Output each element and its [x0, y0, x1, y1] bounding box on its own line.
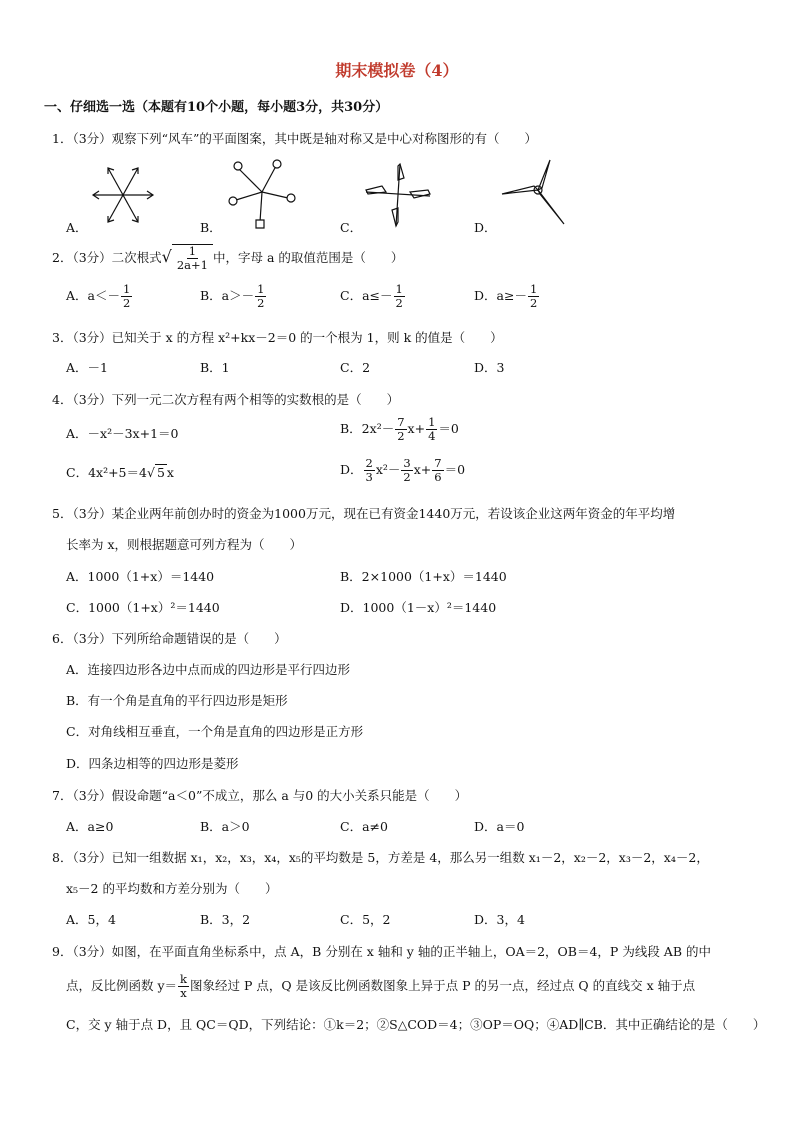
q8-option-b[interactable]: B．3，2 [200, 912, 251, 927]
q4-option-c[interactable]: C．4x²+5＝4√ 5 x [66, 465, 174, 480]
q5-option-b[interactable]: B．2×1000（1+x）＝1440 [340, 569, 507, 584]
q4-option-a[interactable]: A．－x²－3x+1＝0 [66, 426, 179, 441]
q3-option-a[interactable]: A．－1 [66, 360, 108, 375]
question-9-line2: 点，反比例函数 y＝ $\frac{k}{x}$ 图象经过 P 点，Q 是该反比例函数图象上异于点 P 的另一点，经过点 Q 的直线交 x 轴于点 [66, 972, 696, 1000]
question-2-stem [52, 244, 403, 272]
q7-option-c[interactable]: C．a≠0 [340, 819, 388, 834]
question-8-stem-line2: x₅－2 的平均数和方差分别为（ ） [66, 881, 278, 896]
windmill-figure-a [88, 160, 158, 230]
q3-option-d[interactable]: D．3 [474, 360, 505, 375]
q3-option-b[interactable]: B．1 [200, 360, 230, 375]
q7-option-d[interactable]: D．a＝0 [474, 819, 525, 834]
sqrt-icon: √ [161, 247, 172, 266]
windmill-figure-d [498, 158, 570, 230]
question-5-stem-line1: 5．（3分）某企业两年前创办时的资金为1000万元，现在已有资金1440万元，若设该企业这两年资金的年平均增 [52, 506, 676, 521]
q2-num: 1 [188, 244, 197, 258]
q5-option-a[interactable]: A．1000（1+x）＝1440 [66, 569, 215, 584]
q1-option-a[interactable]: A． [66, 220, 88, 235]
question-3-stem: 3．（3分）已知关于 x 的方程 x²+kx－2＝0 的一个根为 1，则 k 的值是（ ） [52, 330, 503, 345]
sqrt-icon: √ [146, 465, 155, 480]
page-title: 期末模拟卷（4） [335, 61, 459, 80]
q4-option-d[interactable]: D． $\frac{2}{3}$ x²－ $\frac{3}{2}$ x+ $\frac{7}{6}$ ＝0 [340, 456, 466, 484]
question-7-stem: 7．（3分）假设命题“a＜0”不成立，那么 a 与0 的大小关系只能是（ ） [52, 788, 468, 803]
question-5-stem-line2: 长率为 x，则根据题意可列方程为（ ） [66, 537, 303, 552]
q5-option-d[interactable]: D．1000（1－x）²＝1440 [340, 600, 497, 615]
q2-option-c[interactable]: C．a≤－ $\frac{1}{2}$ [340, 282, 403, 310]
q6-option-a[interactable]: A．连接四边形各边中点而成的四边形是平行四边形 [66, 662, 351, 677]
q8-option-d[interactable]: D．3，4 [474, 912, 525, 927]
q1-option-d[interactable]: D． [474, 220, 497, 235]
q2-den: 2a+1 [176, 258, 208, 272]
q2-stem-pre: 2．（3分）二次根式 [52, 250, 162, 265]
windmill-figure-b [224, 156, 300, 232]
q2-option-d[interactable]: D．a≥－ $\frac{1}{2}$ [474, 282, 538, 310]
q1-option-b[interactable]: B． [200, 220, 222, 235]
question-8-stem-line1: 8．（3分）已知一组数据 x₁，x₂，x₃，x₄，x₅的平均数是 5，方差是 4，那么另一组数 x₁－2，x₂－2，x₃－2，x₄－2， [52, 850, 709, 865]
q6-option-c[interactable]: C．对角线相互垂直，一个角是直角的四边形是正方形 [66, 724, 364, 739]
q1-option-c[interactable]: C． [340, 220, 363, 235]
q7-option-b[interactable]: B．a＞0 [200, 819, 250, 834]
q8-option-c[interactable]: C．5，2 [340, 912, 391, 927]
q2-stem-post: 中，字母 a 的取值范围是（ ） [213, 250, 404, 265]
question-4-stem: 4．（3分）下列一元二次方程有两个相等的实数根的是（ ） [52, 392, 400, 407]
question-1-stem: 1．（3分）观察下列“风车”的平面图案，其中既是轴对称又是中心对称图形的有（ ） [52, 131, 537, 146]
q7-option-a[interactable]: A．a≥0 [66, 819, 114, 834]
question-9-line3: C，交 y 轴于点 D，且 QC＝QD，下列结论：①k＝2；②S△COD＝4；③OP＝OQ；④AD∥CB．其中正确结论的是（ ） [66, 1017, 766, 1032]
question-6-stem: 6．（3分）下列所给命题错误的是（ ） [52, 631, 287, 646]
q2-option-a[interactable]: A．a＜－ $\frac{1}{2}$ [66, 282, 131, 310]
q4-option-b[interactable]: B．2x²－ $\frac{7}{2}$ x+ $\frac{1}{4}$ ＝0 [340, 415, 459, 443]
q6-option-d[interactable]: D．四条边相等的四边形是菱形 [66, 756, 239, 771]
q3-option-c[interactable]: C．2 [340, 360, 371, 375]
q8-option-a[interactable]: A．5，4 [66, 912, 116, 927]
section-heading: 一、仔细选一选（本题有10个小题，每小题3分，共30分） [44, 100, 389, 115]
question-9-line1: 9．（3分）如图，在平面直角坐标系中，点 A，B 分别在 x 轴和 y 轴的正半轴上，OA＝2，OB＝4，P 为线段 AB 的中 [52, 944, 711, 959]
q2-option-b[interactable]: B．a＞－ $\frac{1}{2}$ [200, 282, 265, 310]
q5-option-c[interactable]: C．1000（1+x）²＝1440 [66, 600, 220, 615]
windmill-figure-c [362, 160, 434, 230]
q6-option-b[interactable]: B．有一个角是直角的平行四边形是矩形 [66, 693, 288, 708]
